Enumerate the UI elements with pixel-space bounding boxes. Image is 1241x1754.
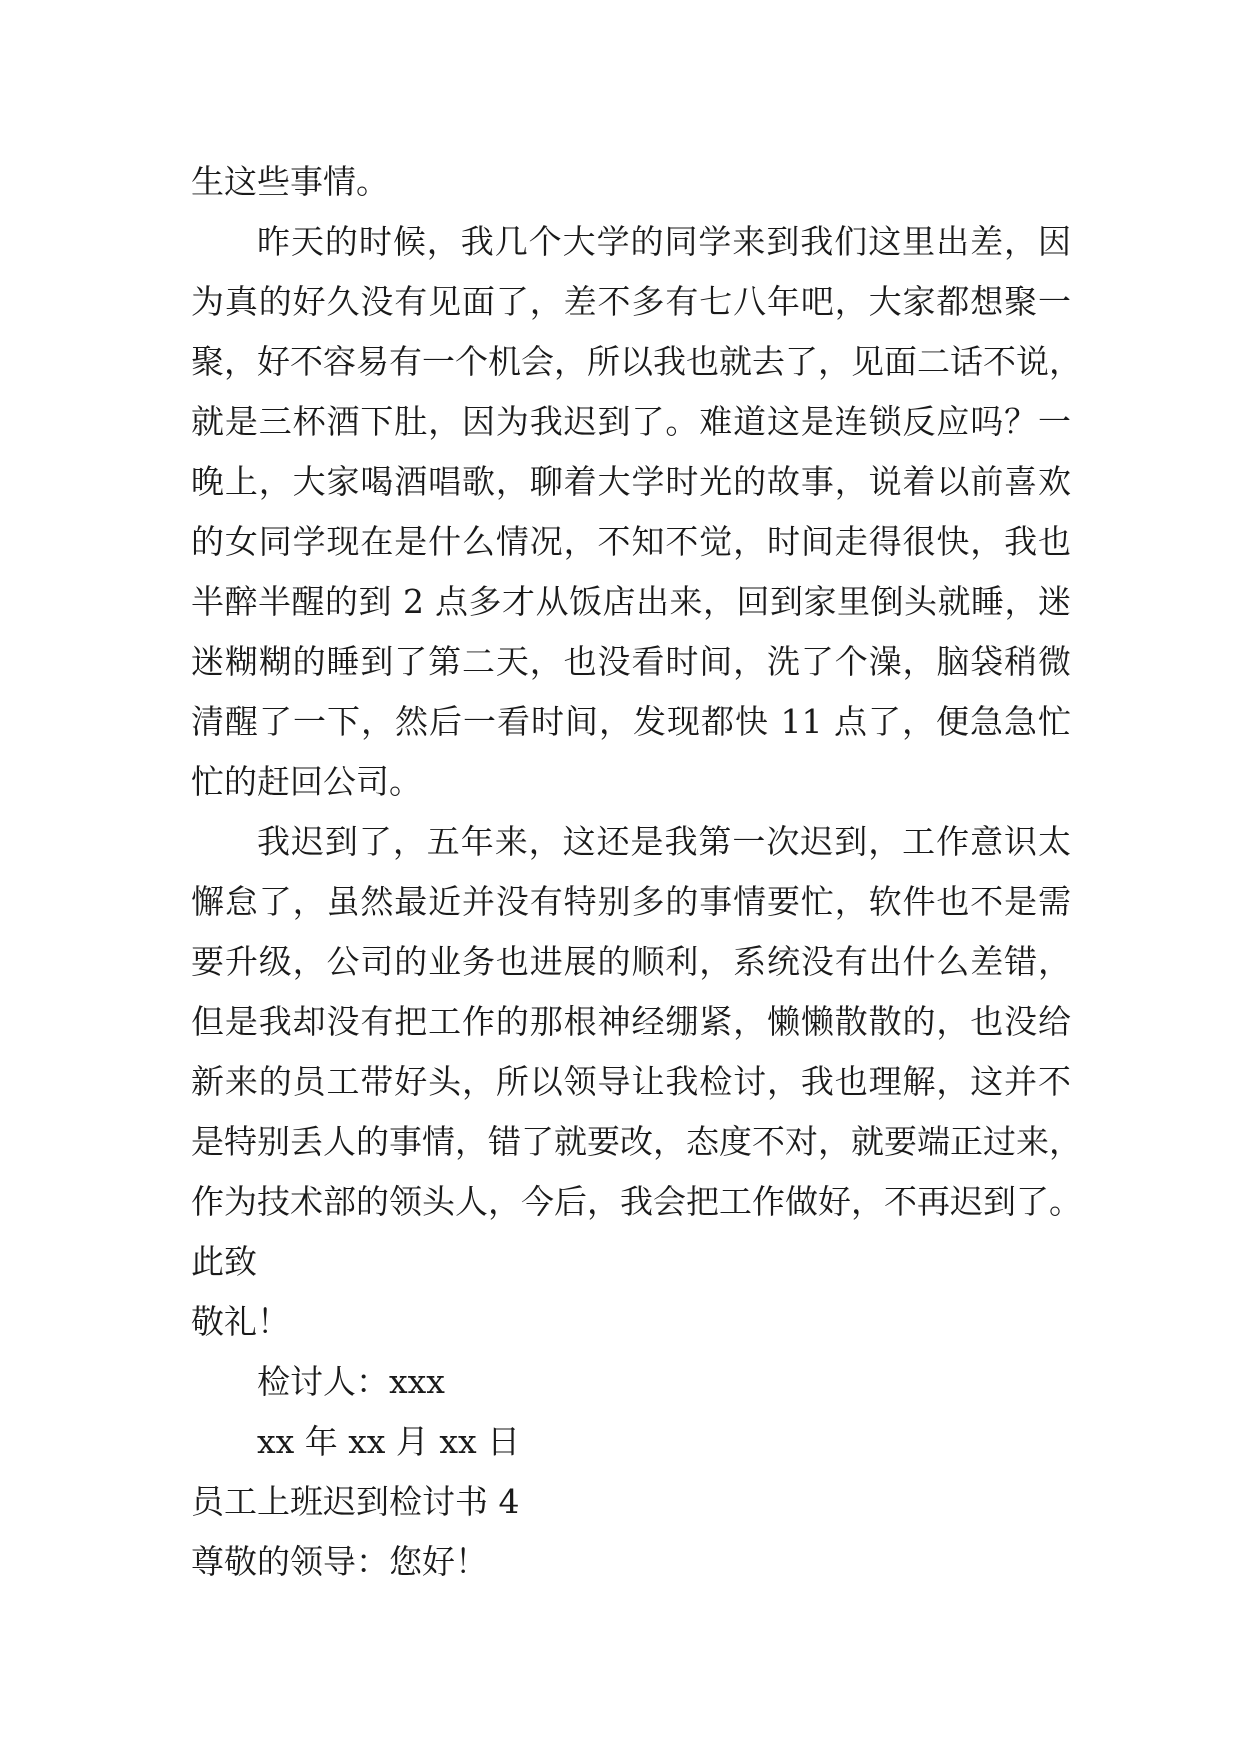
paragraph-line: 忙的赶回公司。 — [191, 762, 422, 801]
paragraph-line: 晚上，大家喝酒唱歌，聊着大学时光的故事，说着以前喜欢 — [191, 462, 1071, 501]
paragraph-line: 聚，好不容易有一个机会，所以我也就去了，见面二话不说， — [191, 342, 1082, 381]
signature-author: 检讨人：xxx — [257, 1362, 445, 1401]
paragraph-line: 迷糊糊的睡到了第二天，也没看时间，洗了个澡，脑袋稍微 — [191, 642, 1071, 681]
paragraph-line: 生这些事情。 — [191, 162, 389, 201]
paragraph-line: 懈怠了，虽然最近并没有特别多的事情要忙，软件也不是需 — [191, 882, 1071, 921]
paragraph-line: 半醉半醒的到 2 点多才从饭店出来，回到家里倒头就睡，迷 — [191, 582, 1071, 621]
signature-date: xx 年 xx 月 xx 日 — [257, 1422, 521, 1461]
paragraph-line: 的女同学现在是什么情况，不知不觉，时间走得很快，我也 — [191, 522, 1071, 561]
paragraph-line: 要升级，公司的业务也进展的顺利，系统没有出什么差错， — [191, 942, 1071, 981]
paragraph-line: 作为技术部的领头人，今后，我会把工作做好，不再迟到了。 — [191, 1182, 1082, 1221]
paragraph-line: 为真的好久没有见面了，差不多有七八年吧，大家都想聚一 — [191, 282, 1071, 321]
paragraph-line: 就是三杯酒下肚，因为我迟到了。难道这是连锁反应吗？一 — [191, 402, 1071, 441]
closing-regards: 敬礼！ — [191, 1302, 290, 1341]
section-title: 员工上班迟到检讨书 4 — [191, 1482, 520, 1521]
paragraph-line: 新来的员工带好头，所以领导让我检讨，我也理解，这并不 — [191, 1062, 1071, 1101]
paragraph-line: 是特别丢人的事情，错了就要改，态度不对，就要端正过来， — [191, 1122, 1082, 1161]
paragraph-line: 昨天的时候，我几个大学的同学来到我们这里出差，因 — [257, 222, 1071, 261]
greeting-line: 尊敬的领导：您好！ — [191, 1542, 488, 1581]
paragraph-line: 但是我却没有把工作的那根神经绷紧，懒懒散散的，也没给 — [191, 1002, 1071, 1041]
document-body — [191, 152, 1082, 1592]
closing-salutation: 此致 — [191, 1242, 257, 1281]
paragraph-line: 我迟到了，五年来，这还是我第一次迟到，工作意识太 — [257, 822, 1071, 861]
paragraph-line: 清醒了一下，然后一看时间，发现都快 11 点了，便急急忙 — [191, 702, 1071, 741]
